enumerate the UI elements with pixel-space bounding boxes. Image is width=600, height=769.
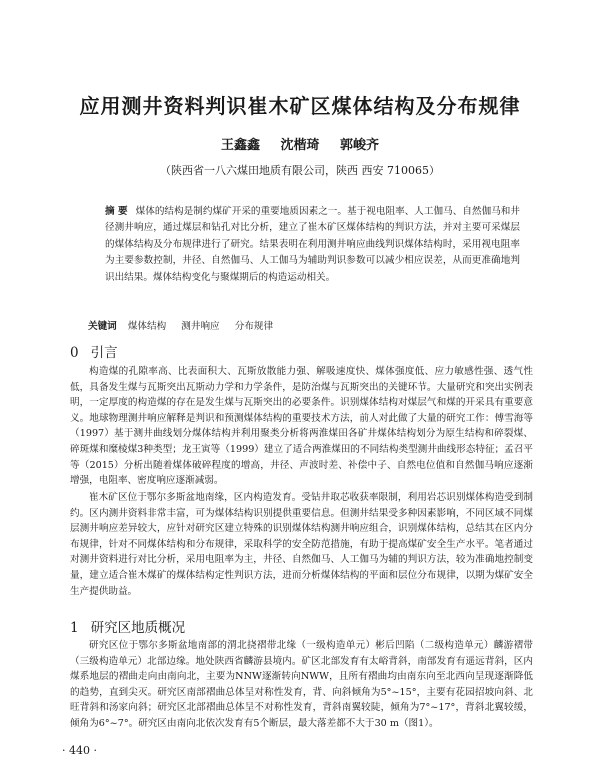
keywords-block bbox=[88, 318, 520, 332]
abstract-label: 摘 要 bbox=[105, 206, 128, 217]
section-number: 1 bbox=[70, 620, 79, 636]
body-paragraph: 研究区位于鄂尔多斯盆地南部的渭北挠褶带北缘（一级构造单元）彬后凹陷（二级构造单元）麟游褶带（三级构造单元）北部边缘。地处陕西省麟游县境内。矿区北部发育有太峪背斜，南部发育有遥远背斜，区内煤系地层的褶曲走向由南向北，主要为NNW逐渐转向NWW，且所有褶曲均由南东向至北西向呈现逐渐降低的趋势，直到尖灭。研究区南部褶曲总体呈对称性发育，背、向斜倾角为5°~15°，主要有花园招坡向斜、北旺背斜和汤家向斜；研究区北部褶曲总体呈不对称性发育，背斜南翼较陡，倾角为7°~17°，背斜北翼较缓，倾角为6°~7°。研究区由南向北依次发育有5个断层，最大落差都不大于30 m（图1）。 bbox=[70, 640, 533, 729]
abstract-block bbox=[105, 204, 520, 286]
section-heading-introduction bbox=[70, 341, 118, 361]
abstract-text: 煤体的结构是制约煤矿开采的重要地质因素之一。基于视电阻率、人工伽马、自然伽马和井径测井响应，通过煤层和钻孔对比分析，建立了崔木矿区煤体结构的判识方法，并对主要可采煤层的煤体结构及分布规律进行了研究。结果表明在利用测井响应曲线判识煤体结构时，采用视电阻率为主要参数控制，井径、自然伽马、人工伽马为辅助判识参数可以减少相应误差，从而更准确地判识出结果。煤体结构变化与聚煤期后的构造运动相关。 bbox=[105, 206, 521, 283]
section-number: 0 bbox=[70, 345, 79, 361]
section-title: 引言 bbox=[90, 345, 118, 361]
keywords-label: 关键词 bbox=[88, 321, 117, 332]
author-affiliation: （陕西省一八六煤田地质有限公司，陕西 西安 710065） bbox=[160, 164, 440, 177]
page-number: · 440 · bbox=[62, 744, 97, 757]
keyword: 分布规律 bbox=[234, 321, 274, 332]
section-heading-geology bbox=[70, 616, 185, 636]
keyword: 测井响应 bbox=[181, 321, 220, 332]
author-name: 王鑫鑫 bbox=[220, 138, 260, 153]
paper-title: 应用测井资料判识崔木矿区煤体结构及分布规律 bbox=[79, 94, 521, 118]
body-paragraph: 崔木矿区位于鄂尔多斯盆地南缘，区内构造发育。受钻井取芯收获率限制，利用岩芯识别煤体构造受到制约。区内测井资料非常丰富，可为煤体结构识别提供重要信息。但测井结果受多种因素影响，不同区域不同煤层测井响应差异较大，应针对研究区建立特殊的识别煤体结构测井响应组合，识别煤体结构，总结其在区内分布规律，针对不同煤体结构和分布规律，采取科学的安全防范措施，有助于提高煤矿安全生产水平。笔者通过对测井资料进行对比分析，采用电阻率为主，井径、自然伽马、人工伽马为辅的判识方法，较为准确地控制变量，建立适合崔木煤矿的煤体结构定性判识方法，进而分析煤体结构的平面和层位分布规律，以期为煤矿安全生产提供助益。 bbox=[70, 492, 533, 597]
author-list bbox=[0, 134, 600, 153]
author-name: 沈楷琦 bbox=[280, 138, 320, 153]
author-name: 郭峻齐 bbox=[340, 138, 380, 153]
body-paragraph: 构造煤的孔隙率高、比表面积大、瓦斯放散能力强、解吸速度快、煤体强度低、应力敏感性强、透气性低，具备发生煤与瓦斯突出瓦斯动力学和力学条件，是防治煤与瓦斯突出的关键环节。大量研究和突出实例表明，一定厚度的构造煤的存在是发生煤与瓦斯突出的必要条件。识别煤体结构对煤层气和煤的开采具有重要意义。地球物理测井响应解释是判识和预测煤体结构的重要技术方法，前人对此做了大量的研究工作：傅雪海等（1997）基于测井曲线划分煤体结构并利用聚类分析将两淮煤田各矿井煤体结构划分为原生结构和碎裂煤、碎斑煤和糜棱煤3种类型；龙王寅等（1999）建立了适合两淮煤田的不同结构类型测井曲线形态特征；孟召平等（2015）分析出随着煤体破碎程度的增高，井径、声波时差、补偿中子、自然电位值和自然伽马响应逐渐增强，电阻率、密度响应逐渐减弱。 bbox=[70, 366, 533, 487]
keyword: 煤体结构 bbox=[127, 321, 167, 332]
section-title: 研究区地质概况 bbox=[90, 620, 186, 636]
